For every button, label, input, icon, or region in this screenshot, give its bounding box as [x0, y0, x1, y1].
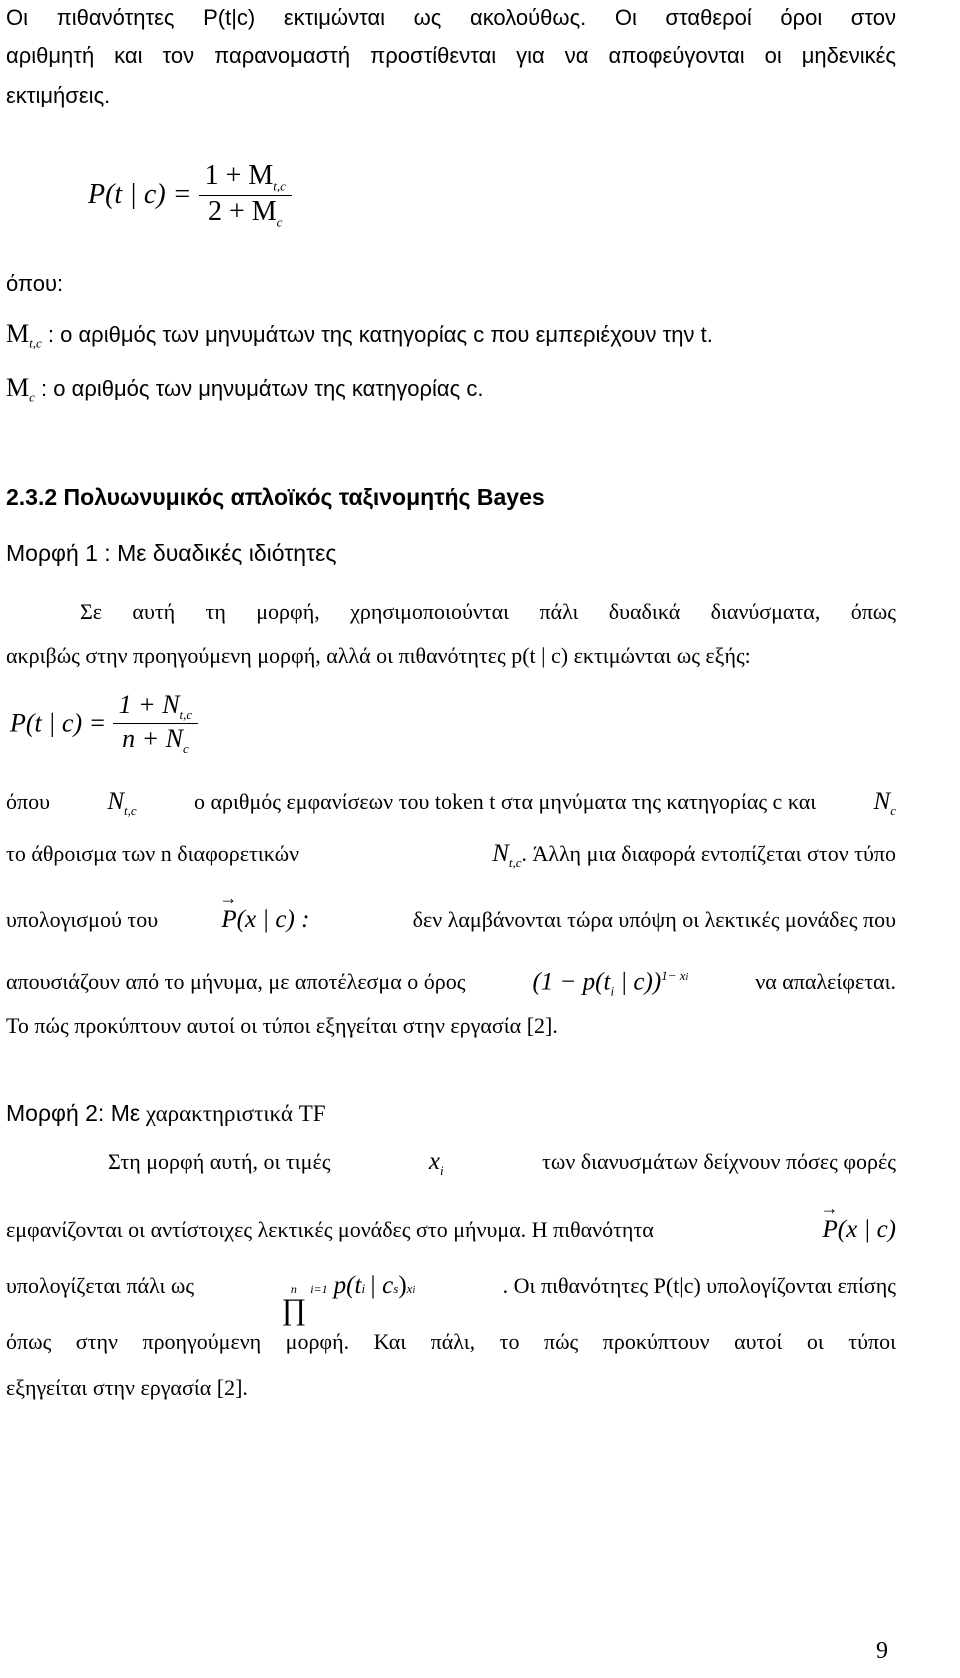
term-math-b: | c)) [620, 968, 662, 996]
form-2-line-2-a: εμφανίζονται οι αντίστοιχες λεκτικές μονάδες στο μήνυμα. Η πιθανότητα [6, 1217, 654, 1242]
n-tc-symbol-2: N [492, 840, 509, 867]
formula-1-numerator: 1 + M [204, 160, 274, 191]
def-1-text: : ο αριθμός των μηνυμάτων της κατηγορίας c που εμπεριέχουν την t. [47, 322, 713, 347]
form-1-line-2 [6, 838, 896, 879]
prod-term-sub2: s [393, 1281, 399, 1296]
form-1-paragraph-line-1: Σε αυτή τη μορφή, χρησιμοποιούνται πάλι δυαδικά διανύσματα, όπως [80, 599, 896, 624]
formula-2-denominator: n + N [122, 724, 183, 754]
definition-m-tc [6, 318, 713, 359]
def-1-sub: t,c [29, 335, 42, 351]
formula-1-den-sub: c [276, 214, 283, 230]
prod-sup-sub: i [412, 1285, 416, 1296]
form-1-paragraph-line-2: ακριβώς στην προηγούμενη μορφή, αλλά οι πιθανότητες p(t | c) εκτιμώνται ως εξής: [6, 643, 751, 668]
n-tc-sub-1: t,c [124, 803, 137, 818]
term-sup-sub: i [685, 972, 689, 983]
p-x-given-c-1: → P(x | c) : [221, 904, 309, 936]
def-2-symbol: M [6, 373, 30, 402]
product-upper: n [290, 1282, 297, 1296]
def-1-symbol: M [6, 319, 30, 348]
form-2-line-1 [108, 1146, 896, 1187]
prod-term-a: p(t [333, 1272, 362, 1299]
form-2-heading-b: χαρακτηριστικά TF [145, 1101, 326, 1126]
prod-term-c: ) [398, 1272, 407, 1299]
formula-2-num-sub: t,c [179, 707, 193, 723]
form-2-heading-a: Μορφή 2: Με [6, 1100, 141, 1126]
form-1-line-1-b: ο αριθμός εμφανίσεων του token t στα μηνύματα της κατηγορίας c και [193, 789, 817, 814]
form-1-line-2-b: . Άλλη μια διαφορά εντοπίζεται στον τύπο [521, 841, 896, 866]
page-number: 9 [876, 1638, 888, 1664]
form-2-line-2 [6, 1214, 896, 1246]
form-1-line-4 [6, 960, 896, 1007]
product-lower: i=1 [310, 1282, 328, 1296]
form-2-line-1-a: Στη μορφή αυτή, οι τιμές [108, 1149, 331, 1174]
formula-1-lhs: P(t | c) = [88, 179, 192, 211]
x-i-sub: i [439, 1163, 444, 1178]
prod-term-sub: i [361, 1281, 366, 1296]
form-1-line-3 [6, 904, 896, 936]
form-1-heading: Μορφή 1 : Με δυαδικές ιδιότητες [6, 540, 337, 566]
form-2-line-3 [6, 1270, 896, 1325]
formula-1-denominator: 2 + M [207, 195, 277, 227]
n-c-symbol: N [873, 788, 891, 815]
p-x-given-c-2: → P(x | c) [823, 1214, 897, 1246]
intro-line-1: Οι πιθανότητες P(t|c) εκτιμώνται ως ακολούθως. Οι σταθεροί όροι στον [6, 5, 896, 30]
form-1-line-4-a: απουσιάζουν από το μήνυμα, με αποτέλεσμα ο όρος [6, 969, 466, 995]
intro-line-2: αριθμητή και τον παρανομαστή προστίθενται για να αποφεύγονται οι μηδενικές [6, 43, 896, 68]
n-tc-sub-2: t,c [508, 855, 522, 870]
form-1-line-2-a: το άθροισμα των n διαφορετικών [6, 841, 300, 866]
form-1-line-4-b: να απαλείφεται. [755, 969, 896, 995]
intro-line-3: εκτιμήσεις. [6, 83, 111, 108]
formula-2-den-sub: c [182, 741, 189, 757]
formula-2 [10, 690, 198, 757]
form-1-line-3-a: υπολογισμού του [6, 907, 159, 932]
section-title: 2.3.2 Πολυωνυμικός απλοϊκός ταξινομητής Bayes [6, 484, 545, 510]
formula-1 [88, 160, 292, 230]
prod-term-b: | c [369, 1272, 394, 1299]
form-2-heading [6, 1100, 326, 1127]
x-i-symbol: x [428, 1148, 440, 1175]
n-c-sub: c [890, 803, 896, 818]
formula-1-num-sub: t,c [273, 178, 286, 194]
formula-2-numerator: 1 + N [118, 690, 180, 719]
form-2-line-3-a: υπολογίζεται πάλι ως [6, 1273, 195, 1298]
n-tc-symbol-1: N [107, 788, 125, 815]
form-1-line-1-a: όπου [6, 789, 50, 814]
definition-m-c [6, 372, 483, 413]
prod-sup: x [406, 1281, 413, 1296]
term-math-a: (1 − p(t [532, 968, 611, 996]
form-1-line-3-b: δεν λαμβάνονται τώρα υπόψη οι λεκτικές μονάδες που [412, 907, 896, 932]
term-math-sub: i [610, 983, 615, 999]
form-2-line-4: όπως στην προηγούμενη μορφή. Και πάλι, το πώς προκύπτουν αυτοί οι τύποι [6, 1329, 896, 1354]
where-label: όπου: [6, 271, 64, 296]
product-symbol: ∏ [281, 1293, 307, 1326]
form-2-line-3-b: . Οι πιθανότητες P(t|c) υπολογίζονται επίσης [502, 1273, 896, 1298]
form-2-line-1-b: των διανυσμάτων δείχνουν πόσες φορές [542, 1149, 896, 1174]
term-sup: 1− x [661, 968, 686, 983]
def-2-sub: c [29, 389, 35, 405]
form-1-line-1 [6, 786, 896, 827]
formula-2-lhs: P(t | c) = [10, 708, 107, 738]
def-2-text: : ο αριθμός των μηνυμάτων της κατηγορίας c. [41, 376, 484, 401]
form-1-line-5: Το πώς προκύπτουν αυτοί οι τύποι εξηγείται στην εργασία [2]. [6, 1013, 558, 1038]
form-2-line-5: εξηγείται στην εργασία [2]. [6, 1375, 248, 1400]
